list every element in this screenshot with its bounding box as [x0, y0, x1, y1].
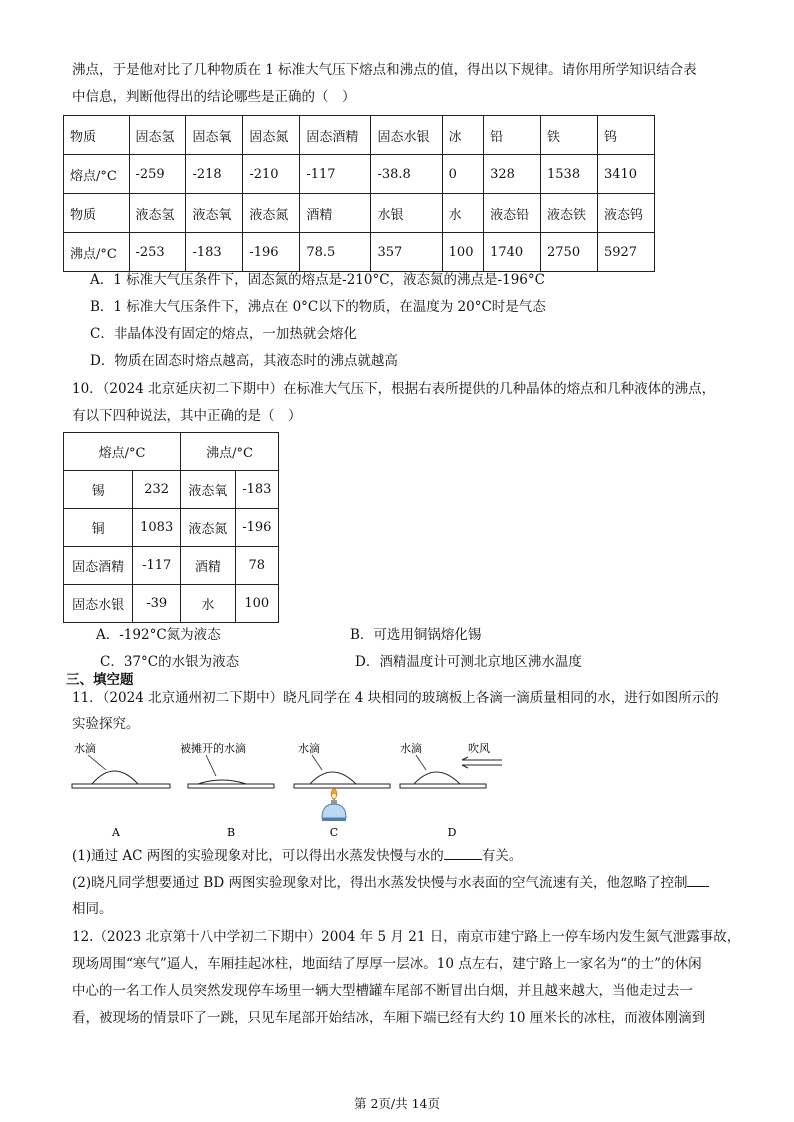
caption-a: A — [112, 826, 120, 839]
table-cell: 水银 — [371, 194, 442, 233]
table-cell: 铜 — [64, 509, 133, 547]
caption-b: B — [226, 826, 236, 839]
q12-line-1: 12.（2023 北京第十八中学初二下期中）2004 年 5 月 21 日，南京市建宁路上一停车场内发生氮气泄露事故， — [72, 929, 741, 945]
q11-part-2-text: (2)晓凡同学想要通过 BD 两图实验现象对比，得出水蒸发快慢与水表面的空气流速有关，他忽略了控制 — [72, 875, 688, 891]
table-cell: -183 — [235, 471, 278, 509]
table-cell: 固态氮 — [243, 116, 300, 155]
wind-arrows-icon — [462, 757, 502, 768]
table-cell: -38.8 — [371, 155, 442, 194]
table-row — [64, 547, 279, 585]
caption-d: D — [447, 826, 457, 839]
table-cell: 物质 — [64, 116, 130, 155]
q11-part-1-text: (1)通过 AC 两图的实验现象对比，可以得出水蒸发快慢与水的 — [72, 848, 444, 864]
table-cell: 铁 — [541, 116, 598, 155]
q11-part-1-end: 有关。 — [481, 848, 523, 864]
table-cell: 328 — [484, 155, 541, 194]
label-blow-wind: 吹风 — [468, 742, 490, 755]
q10-option-d: D．酒精温度计可测北京地区沸水温度 — [355, 654, 582, 670]
q10-option-a: A．-192°C氮为液态 — [96, 627, 221, 643]
table-cell: 固态氧 — [186, 116, 243, 155]
table-cell: 1538 — [541, 155, 598, 194]
table-cell: 液态铅 — [484, 194, 541, 233]
table-cell: 酒精 — [181, 547, 236, 585]
q9-option-a: A．1 标准大气压条件下，固态氮的熔点是-210°C，液态氮的沸点是-196°C — [90, 272, 545, 288]
table-cell: -253 — [129, 233, 186, 272]
page-footer: 第 2页/共 14页 — [353, 1096, 441, 1111]
q11-part-2 — [72, 872, 709, 893]
table-cell: 酒精 — [300, 194, 371, 233]
q10-option-c: C．37°C的水银为液态 — [100, 654, 240, 670]
table-cell: -210 — [243, 155, 300, 194]
table-cell: 固态水银 — [64, 585, 133, 623]
figure-a — [72, 741, 170, 839]
table-cell: 液态氮 — [181, 509, 236, 547]
alcohol-lamp-icon — [322, 788, 346, 821]
answer-blank-2[interactable] — [687, 872, 709, 887]
table-row — [64, 585, 279, 623]
table-cell: 100 — [442, 233, 483, 272]
table-cell: 1083 — [133, 509, 181, 547]
label-water-drop-d: 水滴 — [400, 742, 422, 755]
answer-blank-1[interactable] — [444, 845, 482, 860]
q11-stem-line-1: 11．（2024 北京通州初二下期中）晓凡同学在 4 块相同的玻璃板上各滴一滴质量相同的水，进行如图所示的 — [72, 690, 719, 706]
q11-part-2-line-2: 相同。 — [72, 901, 113, 917]
table-row — [64, 155, 655, 194]
section-heading: 三、填空题 — [66, 672, 134, 688]
table-cell: 2750 — [541, 233, 598, 272]
figure-d — [400, 741, 502, 839]
q9-option-d: D．物质在固态时熔点越高，其液态时的沸点就越高 — [90, 353, 398, 369]
table-cell: 固态酒精 — [300, 116, 371, 155]
table-cell: 铅 — [484, 116, 541, 155]
table-cell: 固态酒精 — [64, 547, 133, 585]
q12-line-3: 中心的一名工作人员突然发现停车场里一辆大型槽罐车尾部不断冒出白烟，并且越来越大，当他走过去一 — [72, 983, 693, 999]
table-cell: 液态钨 — [597, 194, 654, 233]
table-cell: 3410 — [597, 155, 654, 194]
q9-option-c: C．非晶体没有固定的熔点，一加热就会熔化 — [90, 326, 357, 342]
table-row — [64, 233, 655, 272]
table-cell: -117 — [133, 547, 181, 585]
table-cell: 液态氧 — [181, 471, 236, 509]
caption-c: C — [329, 826, 339, 839]
q12-line-4: 看，被现场的情景吓了一跳，只见车尾部开始结冰，车厢下端已经有大约 10 厘米长的冰柱，而液体刚滴到 — [72, 1010, 706, 1026]
table-cell: 液态氧 — [186, 194, 243, 233]
q9-option-b: B．1 标准大气压条件下，沸点在 0°C以下的物质，在温度为 20°C时是气态 — [90, 299, 546, 315]
q11-stem-line-2: 实验探究。 — [72, 716, 140, 732]
table-row — [64, 194, 655, 233]
table-cell: -183 — [186, 233, 243, 272]
table-cell: 物质 — [64, 194, 130, 233]
label-spread-drop-b: 被摊开的水滴 — [180, 742, 246, 755]
table-cell: -259 — [129, 155, 186, 194]
q10-option-b: B．可选用铜锅熔化锡 — [350, 627, 482, 643]
table-cell: 熔点/°C — [64, 155, 130, 194]
label-water-drop-c: 水滴 — [298, 742, 320, 755]
table-cell: 0 — [442, 155, 483, 194]
q12-line-2: 现场周围“寒气”逼人，车厢挂起冰柱，地面结了厚厚一层冰。10 点左右，建宁路上一家名为“的士”的休闲 — [72, 956, 702, 972]
evaporation-experiment-figure — [66, 738, 506, 842]
melting-boiling-table — [63, 115, 655, 272]
table-cell: -117 — [300, 155, 371, 194]
table-cell: 100 — [235, 585, 278, 623]
table-cell: 357 — [371, 233, 442, 272]
crystal-liquid-table — [63, 432, 279, 623]
table-row — [64, 471, 279, 509]
intro-line-2: 中信息，判断他得出的结论哪些是正确的（ ） — [72, 89, 356, 105]
table-cell: 固态水银 — [371, 116, 442, 155]
figure-c — [294, 741, 390, 839]
q10-stem-line-1: 10．（2024 北京延庆初二下期中）在标准大气压下，根据右表所提供的几种晶体的熔点和几种液体的沸点， — [72, 381, 716, 397]
table-cell: -196 — [235, 509, 278, 547]
table-cell: 1740 — [484, 233, 541, 272]
figure-b — [180, 741, 274, 839]
table-row — [64, 116, 655, 155]
intro-line-1: 沸点，于是他对比了几种物质在 1 标准大气压下熔点和沸点的值，得出以下规律。请你用所学知识结合表 — [72, 62, 697, 78]
table-cell: 液态铁 — [541, 194, 598, 233]
table-cell: 冰 — [442, 116, 483, 155]
table-cell: 液态氮 — [243, 194, 300, 233]
table-cell: 锡 — [64, 471, 133, 509]
table-cell: 水 — [442, 194, 483, 233]
table-cell: 78 — [235, 547, 278, 585]
table-cell: 232 — [133, 471, 181, 509]
header-boiling: 沸点/°C — [181, 433, 279, 471]
table-cell: 钨 — [597, 116, 654, 155]
q11-part-1 — [72, 845, 522, 866]
table-row — [64, 509, 279, 547]
table-cell: 水 — [181, 585, 236, 623]
table-cell: 液态氢 — [129, 194, 186, 233]
label-water-drop-a: 水滴 — [74, 742, 96, 755]
table-cell: 78.5 — [300, 233, 371, 272]
table-cell: -218 — [186, 155, 243, 194]
table-cell: 沸点/°C — [64, 233, 130, 272]
table-cell: 5927 — [597, 233, 654, 272]
q10-stem-line-2: 有以下四种说法，其中正确的是（ ） — [72, 408, 302, 424]
header-melting: 熔点/°C — [64, 433, 181, 471]
table-cell: -39 — [133, 585, 181, 623]
table-cell: 固态氢 — [129, 116, 186, 155]
table-cell: -196 — [243, 233, 300, 272]
